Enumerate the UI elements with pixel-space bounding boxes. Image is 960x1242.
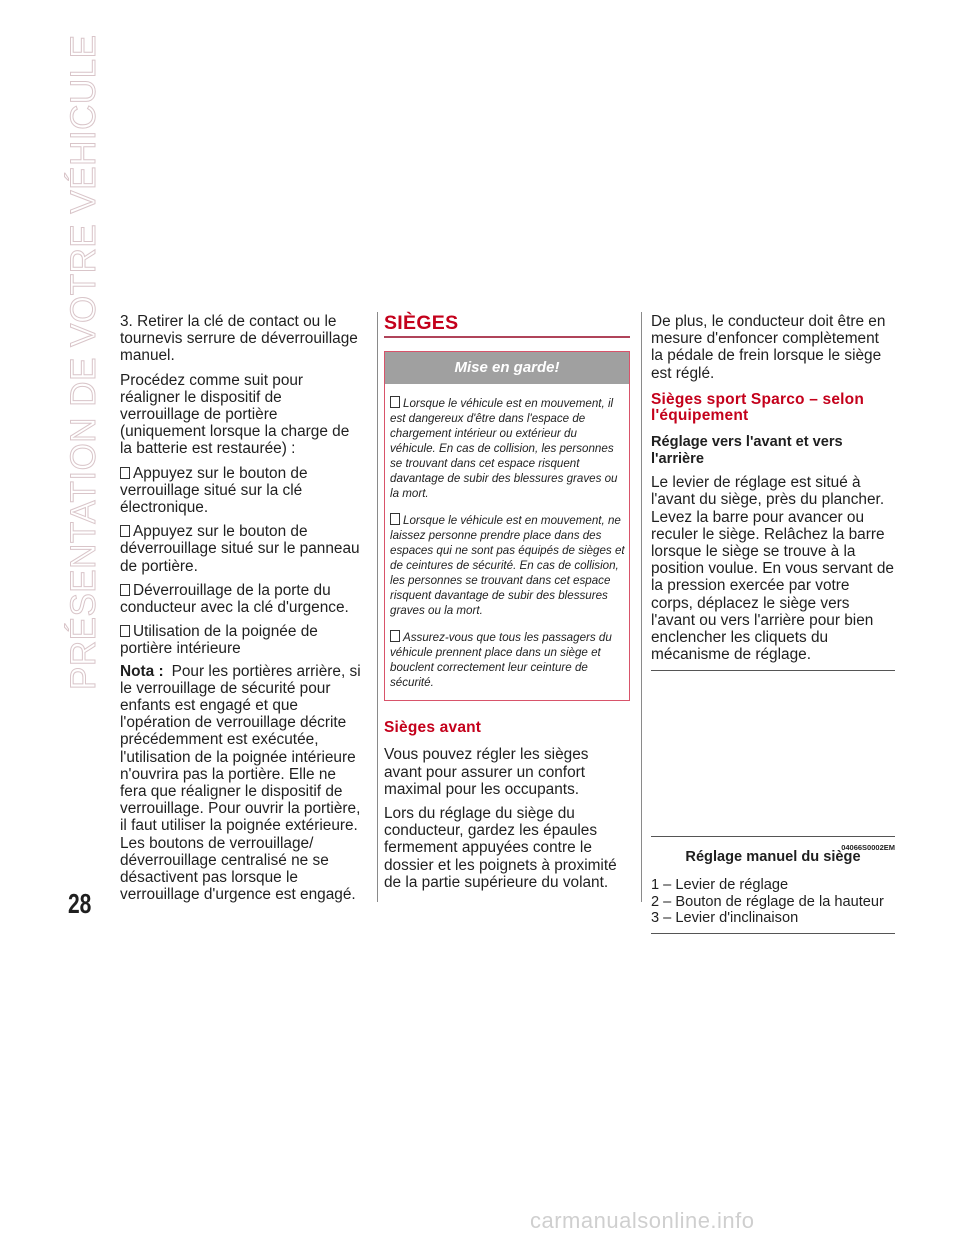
warning-text: Lorsque le véhicule est en mouvement, ne laissez personne prendre place dans des espaces qui ne sont pas équipés de sièges et de ceintures de sécurité. En cas de collision, les personnes se trouvant dans cet espace risquent davantage de subir des blessures graves ou la mort. [390, 514, 625, 618]
checkbox-bullet-icon [120, 584, 130, 596]
subsection-heading: Sièges sport Sparco – selon l'équipement [651, 390, 865, 424]
bullet-item [120, 623, 364, 657]
figure-area [651, 671, 895, 836]
checkbox-bullet-icon [390, 513, 400, 525]
column-right [651, 313, 895, 934]
column-left [120, 313, 364, 911]
figure-bottom-rule [651, 933, 895, 934]
column-divider [377, 312, 378, 902]
warning-item [390, 513, 625, 618]
paragraph: Lors du réglage du siège du conducteur, gardez les épaules fermement appuyées contre le dossier et les poignets à proximité de la partie supérieure du volant. [384, 805, 617, 891]
chapter-side-title: PRÉSENTATION DE VOTRE VÉHICULE [64, 34, 103, 690]
warning-item [390, 396, 625, 501]
section-heading: SIÈGES [384, 315, 630, 338]
figure-title: Réglage manuel du siège [685, 849, 861, 866]
note-label: Nota : [120, 662, 164, 680]
paragraph: Le levier de réglage est situé à l'avant du siège, près du plancher. Levez la barre pour avancer ou reculer le siège. Relâchez la barre lorsque le siège se trouve à la position voulue. En vous servant de la pression exercée par votre corps, déplacez le siège vers l'avant ou vers l'arrière pour bien enclencher les cliquets du mécanisme de réglage. [651, 474, 894, 664]
bullet-text: Appuyez sur le bouton de déverrouillage situé sur le panneau de portière. [120, 523, 360, 575]
column-middle [384, 313, 630, 898]
page-number: 28 [68, 888, 92, 919]
warning-text: Lorsque le véhicule est en mouvement, il est dangereux d'être dans l'espace de chargement intérieur ou extérieur du véhicule. En cas de collision, les personnes se trouvant dans cet espace risquent davantage de subir des blessures graves ou la mort. [390, 397, 618, 501]
note-text: Pour les portières arrière, si le verrouillage de sécurité pour enfants est engagé et que l'opération de verrouillage décrite précédemment est exécutée, l'utilisation de la poignée intérieure n'ouvrira pas la portière. Elle ne fera que réaligner le dispositif de verrouillage. Pour ouvrir la portière, il faut utiliser la poignée extérieure. Les boutons de verrouillage/ déverrouillage centralisé ne se désactivent pas lorsque le verrouillage d'urgence est engagé. [120, 662, 361, 904]
warning-text: Assurez-vous que tous les passagers du véhicule prennent place dans un siège et bouclent correctement leur ceinture de sécurité. [390, 631, 612, 690]
legend-item: 3 – Levier d'inclinaison [651, 910, 799, 927]
note-paragraph [120, 663, 364, 904]
bullet-item [120, 582, 364, 616]
step-3-text: 3. Retirer la clé de contact ou le tournevis serrure de déverrouillage manuel. [120, 313, 358, 365]
legend-item: 2 – Bouton de réglage de la hauteur [651, 893, 884, 910]
figure-legend [651, 877, 895, 933]
bullet-item [120, 523, 364, 575]
warning-item [390, 630, 625, 690]
paragraph: De plus, le conducteur doit être en mesure d'enfoncer complètement la pédale de frein lorsque le siège est réglé. [651, 313, 886, 382]
bullet-text: Appuyez sur le bouton de verrouillage situé sur la clé électronique. [120, 464, 308, 517]
intro-paragraph: Procédez comme suit pour réaligner le dispositif de verrouillage de portière (uniquement lorsque la charge de la batterie est restaurée) : [120, 371, 350, 458]
bullet-text: Utilisation de la poignée de portière intérieure [120, 623, 318, 658]
figure-code: 04066S0002EM [841, 843, 895, 853]
column-divider [641, 312, 642, 902]
bullet-item [120, 465, 364, 517]
checkbox-bullet-icon [390, 630, 400, 642]
subsection-heading: Sièges avant [384, 719, 482, 737]
legend-item: 1 – Levier de réglage [651, 877, 789, 894]
checkbox-bullet-icon [120, 525, 130, 537]
checkbox-bullet-icon [120, 467, 130, 479]
watermark: carmanualsonline.info [530, 1208, 755, 1233]
warning-title: Mise en garde! [385, 352, 629, 384]
paragraph: Vous pouvez régler les sièges avant pour assurer un confort maximal pour les occupants. [384, 746, 589, 798]
warning-box [384, 351, 630, 701]
checkbox-bullet-icon [390, 396, 400, 408]
bullet-text: Déverrouillage de la porte du conducteur avec la clé d'urgence. [120, 581, 349, 617]
checkbox-bullet-icon [120, 625, 130, 637]
topic-heading: Réglage vers l'avant et vers l'arrière [651, 433, 843, 468]
